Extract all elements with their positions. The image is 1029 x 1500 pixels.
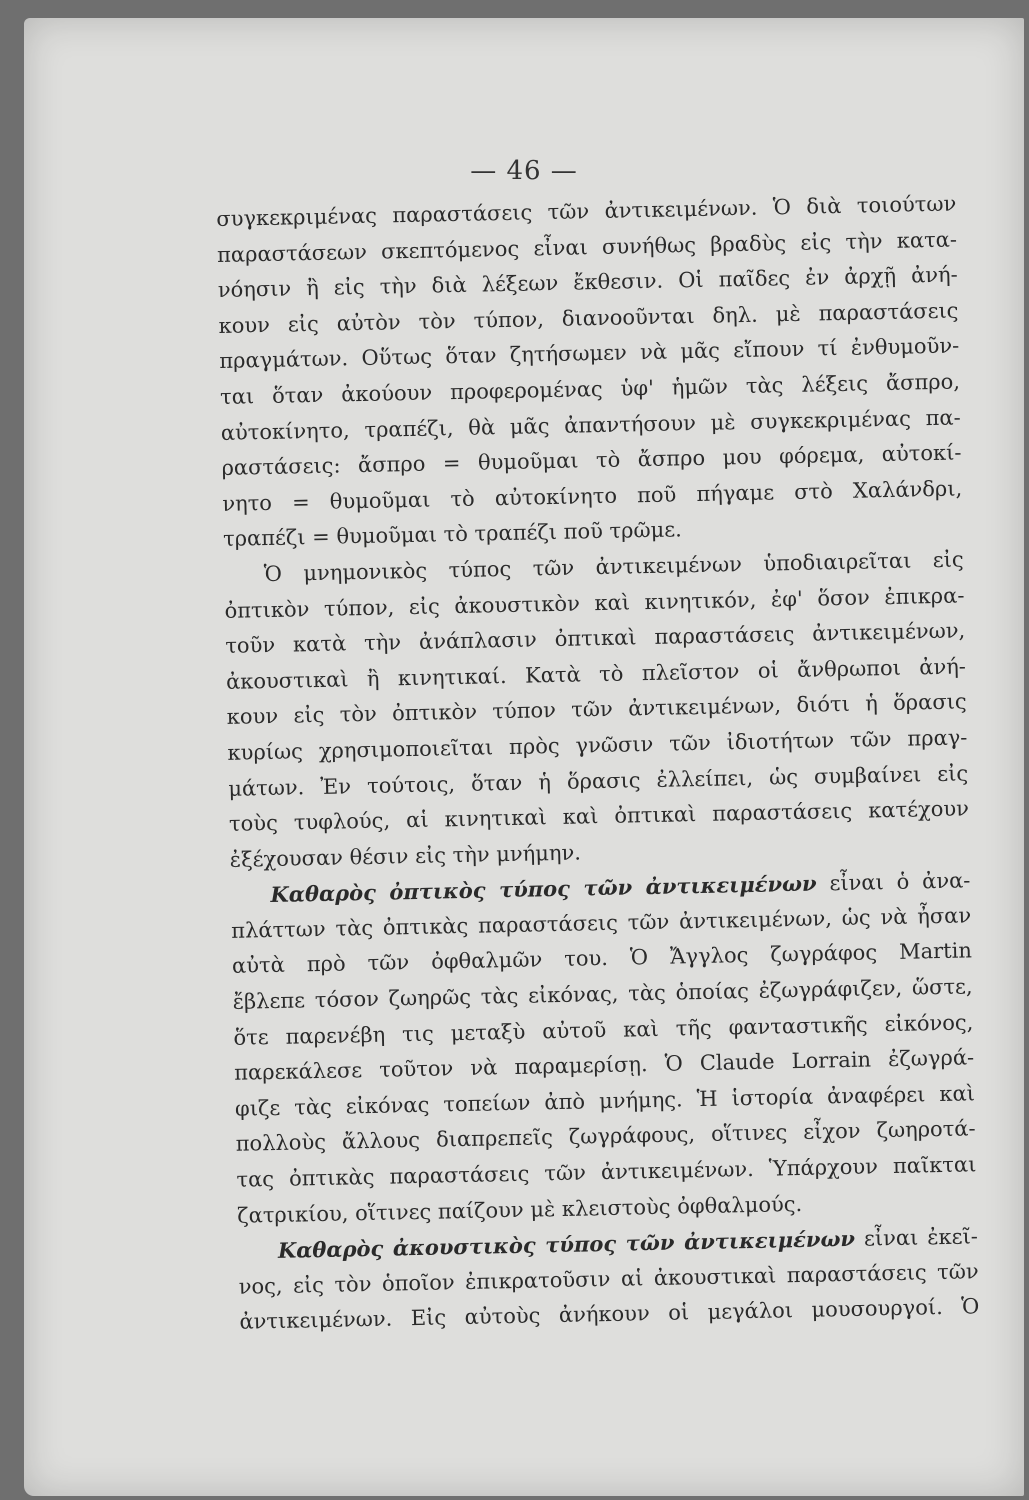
book-page — [24, 18, 1024, 1496]
emphasized-term: Καθαρὸς ὀπτικὸς τύπος τῶν ἀντικειμένων — [270, 870, 817, 908]
line-text: κουν εἰς αὐτὸν τὸν τύπον, διανοοῦνται δηλ. μὲ παραστάσεις — [218, 298, 959, 338]
line-text: πραγμάτων. Οὕτως ὅταν ζητήσωμεν νὰ μᾶς εἴπουν τί ἐνθυμοῦν- — [219, 333, 960, 374]
line-text: ἔβλεπε τόσον ζωηρῶς τὰς εἰκόνας, τὰς ὁποίας ἐζωγράφιζεν, ὥστε, — [232, 974, 973, 1014]
line-text: τοῦν κατὰ τὴν ἀνάπλασιν ὀπτικαὶ παραστάσεις ἀντικειμένων, — [225, 618, 966, 659]
line-text: παραστάσεων σκεπτόμενος εἶναι συνήθως βραδὺς εἰς τὴν κατα- — [216, 227, 958, 267]
line-text: συγκεκριμένας παραστάσεις τῶν ἀντικειμένων. Ὁ διὰ τοιούτων — [216, 191, 957, 231]
line-text: νητο = θυμοῦμαι τὸ αὐτοκίνητο ποῦ πήγαμε στὸ Χαλάνδρι, — [222, 476, 963, 516]
line-text: νόησιν ἢ εἰς τὴν διὰ λέξεων ἔκθεσιν. Οἱ παῖδες ἐν ἀρχῇ ἀνή- — [217, 262, 958, 303]
line-text: τοὺς τυφλούς, αἱ κινητικαὶ καὶ ὀπτικαὶ παραστάσεις κατέχουν — [228, 796, 970, 836]
line-text: κουν εἰς τὸν ὀπτικὸν τύπον τῶν ἀντικειμένων, διότι ἡ ὅρασις — [226, 689, 967, 730]
page-number: — 46 — — [470, 156, 578, 186]
line-text: πολλοὺς ἄλλους διαπρεπεῖς ζωγράφους, οἵτινες εἶχον ζωηροτά- — [235, 1116, 976, 1157]
line-text: κυρίως χρησιμοποιεῖται πρὸς γνῶσιν τῶν ἰδιοτήτων τῶν πραγ- — [227, 725, 968, 765]
body-text — [216, 187, 980, 1341]
line-text: παρεκάλεσε τοῦτον νὰ παραμερίσῃ. Ὁ Claude Lorrain ἐζωγρά- — [233, 1045, 975, 1086]
line-text: τραπέζι = θυμοῦμαι τὸ τραπέζι ποῦ τρῶμε. — [222, 517, 683, 552]
line-text: πλάττων τὰς ὀπτικὰς παραστάσεις τῶν ἀντικειμένων, ὡς νὰ ἦσαν — [231, 903, 972, 943]
line-text: νος, εἰς τὸν ὁποῖον ἐπικρατοῦσιν αἱ ἀκουστικαὶ παραστάσεις τῶν — [238, 1259, 979, 1299]
line-text: ται ὅταν ἀκούουν προφερομένας ὑφ' ἡμῶν τὰς λέξεις ἄσπρο, — [219, 369, 961, 409]
line-text: μάτων. Ἐν τούτοις, ὅταν ἡ ὅρασις ἐλλείπει, ὡς συμβαίνει εἰς — [228, 760, 969, 801]
line-text: φιζε τὰς εἰκόνας τοπείων ἀπὸ μνήμης. Ἡ ἱστορία ἀναφέρει καὶ — [234, 1081, 976, 1121]
line-text: ραστάσεις: ἄσπρο = θυμοῦμαι τὸ ἄσπρο μου φόρεμα, αὐτοκί- — [221, 440, 962, 481]
emphasized-term: Καθαρὸς ἀκουστικὸς τύπος τῶν ἀντικειμένων — [277, 1226, 856, 1264]
line-text: εἶναι ἐκεῖ- — [854, 1224, 979, 1252]
line-text: αὐτοκίνητο, τραπέζι, θὰ μᾶς ἀπαντήσουν μὲ συγκεκριμένας πα- — [220, 405, 961, 445]
line-text: ὀπτικὸν τύπον, εἰς ἀκουστικὸν καὶ κινητικόν, ἐφ' ὅσον ἐπικρα- — [224, 582, 965, 623]
line-text: εἶναι ὁ ἀνα- — [816, 868, 971, 896]
line-text: ἐξέχουσαν θέσιν εἰς τὴν μνήμην. — [229, 840, 582, 872]
line-text: αὐτὰ πρὸ τῶν ὀφθαλμῶν του. Ὁ Ἄγγλος ζωγράφος Martin — [231, 938, 973, 979]
line-text: τας ὀπτικὰς παραστάσεις τῶν ἀντικειμένων. Ὑπάρχουν παῖκται — [236, 1152, 977, 1192]
line-text: ἀντικειμένων. Εἰς αὐτοὺς ἀνήκουν οἱ μεγάλοι μουσουργοί. Ὁ — [239, 1294, 980, 1335]
line-text: ζατρικίου, οἵτινες παίζουν μὲ κλειστοὺς ὀφθαλμούς. — [236, 1191, 803, 1228]
line-text: Ὁ μνημονικὸς τύπος τῶν ἀντικειμένων ὑποδιαιρεῖται εἰς — [263, 547, 964, 587]
line-text: ὅτε παρενέβη τις μεταξὺ αὐτοῦ καὶ τῆς φανταστικῆς εἰκόνος, — [233, 1009, 974, 1050]
line-text: ἀκουστικαὶ ἢ κινητικαί. Κατὰ τὸ πλεῖστον οἱ ἄνθρωποι ἀνή- — [225, 654, 967, 694]
